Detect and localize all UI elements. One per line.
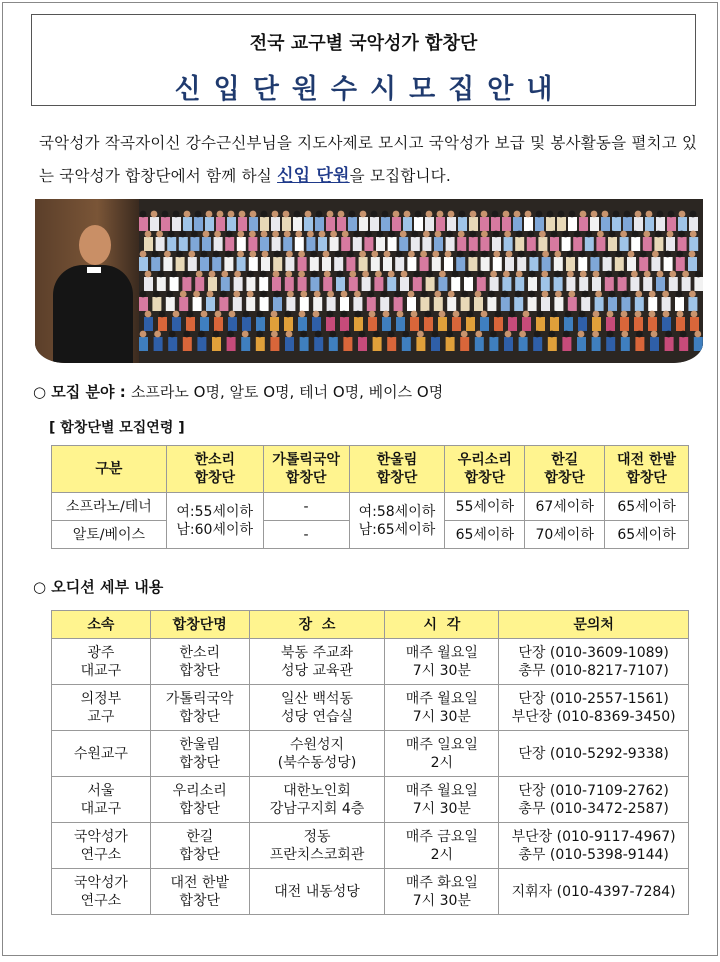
table-header: 구분 [52, 446, 167, 493]
table-cell: 55세이하 [445, 493, 525, 521]
table-header-row [52, 446, 689, 493]
page-subtitle: 전국 교구별 국악성가 합창단 [249, 33, 478, 54]
table-cell: 65세이하 [605, 521, 689, 549]
table-cell: 가톨릭국악 합창단 [150, 685, 249, 731]
table-header-row [52, 611, 689, 639]
table-cell: 70세이하 [525, 521, 605, 549]
table-cell: 대전 한밭 합창단 [150, 869, 249, 915]
intro-text: 국악성가 작곡자이신 강수근신부님을 지도사제로 모시고 국악성가 보급 및 봉사활동을 펼치고 있는 국악성가 합창단에서 함께 하실 [39, 134, 698, 185]
table-cell: 수원교구 [52, 731, 151, 777]
table-cell [166, 493, 263, 549]
table-cell: 매주 월요일 7시 30분 [385, 777, 499, 823]
table-header: 대전 한밭 합창단 [605, 446, 689, 493]
table-cell: 우리소리 합창단 [150, 777, 249, 823]
table-cell: 단장 (010-2557-1561) 부단장 (010-8369-3450) [499, 685, 689, 731]
choir-group-image [139, 199, 703, 363]
table-row [52, 731, 689, 777]
table-cell: 서울 대교구 [52, 777, 151, 823]
table-cell: 지휘자 (010-4397-7284) [499, 869, 689, 915]
table-cell: 국악성가 연구소 [52, 869, 151, 915]
table-cell: 대한노인회 강남구지회 4층 [249, 777, 385, 823]
table-cell: 광주 대교구 [52, 639, 151, 685]
table-cell: 일산 백석동 성당 연습실 [249, 685, 385, 731]
table-cell: 수원성지 (북수동성당) [249, 731, 385, 777]
title-box [31, 14, 696, 106]
table-cell: 국악성가 연구소 [52, 823, 151, 869]
priest-portrait [35, 199, 139, 363]
table-cell: 매주 일요일 2시 [385, 731, 499, 777]
table-cell: 대전 내동성당 [249, 869, 385, 915]
recruit-section [33, 381, 443, 402]
table-cell: 65세이하 [445, 521, 525, 549]
table-header: 장 소 [249, 611, 385, 639]
table-header: 소속 [52, 611, 151, 639]
table-cell: - [263, 521, 349, 549]
audition-section-label: ○ 오디션 세부 내용 [33, 578, 164, 596]
table-cell: 한소리 합창단 [150, 639, 249, 685]
table-cell: 67세이하 [525, 493, 605, 521]
table-header: 가톨릭국악 합창단 [263, 446, 349, 493]
table-cell: 단장 (010-3609-1089) 총무 (010-8217-7107) [499, 639, 689, 685]
recruit-label: ○ 모집 분야 : [33, 383, 131, 401]
table-cell: 소프라노/테너 [52, 493, 167, 521]
table-cell: 단장 (010-7109-2762) 총무 (010-3472-2587) [499, 777, 689, 823]
choir-photo [35, 199, 703, 363]
intro-highlight: 신입 단원 [277, 166, 350, 186]
table-cell: 알토/베이스 [52, 521, 167, 549]
intro-text-end: 을 모집합니다. [349, 167, 451, 185]
hansori-male: 남:60세이하 [176, 521, 254, 538]
table-cell: 매주 월요일 7시 30분 [385, 685, 499, 731]
page-title: 신입단원수시모집안내 [174, 74, 566, 105]
table-cell: - [263, 493, 349, 521]
table-row [52, 493, 689, 521]
table-cell: 매주 금요일 2시 [385, 823, 499, 869]
table-cell: 단장 (010-5292-9338) [499, 731, 689, 777]
table-header: 한소리 합창단 [166, 446, 263, 493]
table-cell: 매주 월요일 7시 30분 [385, 639, 499, 685]
table-cell: 의정부 교구 [52, 685, 151, 731]
table-header: 한울림 합창단 [349, 446, 445, 493]
table-cell: 한울림 합창단 [150, 731, 249, 777]
table-row [52, 823, 689, 869]
table-cell [349, 493, 445, 549]
hanullim-male: 남:65세이하 [358, 521, 436, 538]
table-cell: 북동 주교좌 성당 교육관 [249, 639, 385, 685]
table-header: 우리소리 합창단 [445, 446, 525, 493]
intro-paragraph [39, 127, 699, 193]
table-cell: 정동 프란치스코회관 [249, 823, 385, 869]
age-table-label: [ 합창단별 모집연령 ] [49, 420, 185, 436]
table-cell: 한길 합창단 [150, 823, 249, 869]
flyer-page [2, 2, 718, 956]
table-header: 시 각 [385, 611, 499, 639]
table-header: 문의처 [499, 611, 689, 639]
table-cell: 부단장 (010-9117-4967) 총무 (010-5398-9144) [499, 823, 689, 869]
table-header: 한길 합창단 [525, 446, 605, 493]
table-cell: 65세이하 [605, 493, 689, 521]
table-row [52, 869, 689, 915]
table-row [52, 777, 689, 823]
table-header: 합창단명 [150, 611, 249, 639]
hanullim-female: 여:58세이하 [358, 503, 436, 520]
hansori-female: 여:55세이하 [176, 503, 254, 520]
audition-table [51, 610, 689, 915]
table-row [52, 685, 689, 731]
table-cell: 매주 화요일 7시 30분 [385, 869, 499, 915]
table-row [52, 639, 689, 685]
age-table [51, 445, 689, 549]
recruit-value: 소프라노 O명, 알토 O명, 테너 O명, 베이스 O명 [130, 383, 444, 401]
